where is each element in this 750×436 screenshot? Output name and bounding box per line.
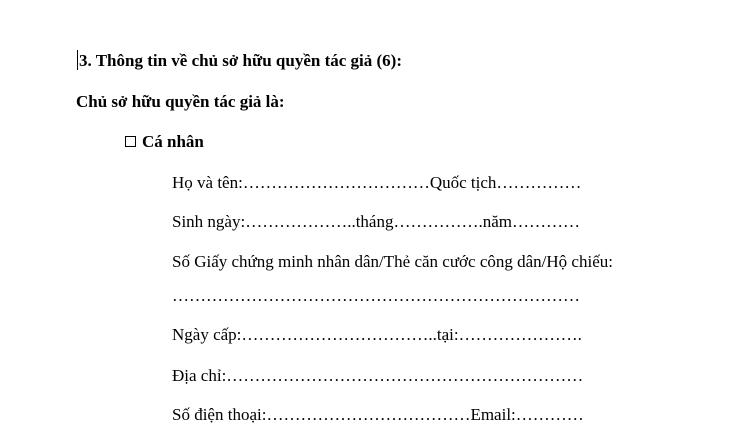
option-individual-label: Cá nhân: [142, 132, 204, 151]
full-name-field: Họ và tên:……………………………Quốc tịch……………: [172, 173, 582, 192]
id-blank-field: ………………………………………………………………: [172, 286, 580, 305]
birth-date-field: Sinh ngày:………………..tháng…………….năm…………: [172, 212, 580, 231]
address-field: Địa chỉ:………………………………………………………: [172, 366, 584, 385]
section-heading: 3. Thông tin về chủ sở hữu quyền tác giả (6):: [79, 51, 402, 70]
issue-date-field: Ngày cấp:……………………………..tại:………………….: [172, 325, 582, 344]
text-cursor: [77, 50, 78, 70]
phone-email-field: Số điện thoại:………………………………Email:…………: [172, 405, 584, 424]
option-individual[interactable]: [125, 132, 204, 152]
owner-label: Chủ sở hữu quyền tác giả là:: [76, 92, 285, 111]
individual-checkbox[interactable]: [125, 136, 136, 147]
id-label: Số Giấy chứng minh nhân dân/Thẻ căn cước công dân/Hộ chiếu:: [172, 252, 613, 271]
